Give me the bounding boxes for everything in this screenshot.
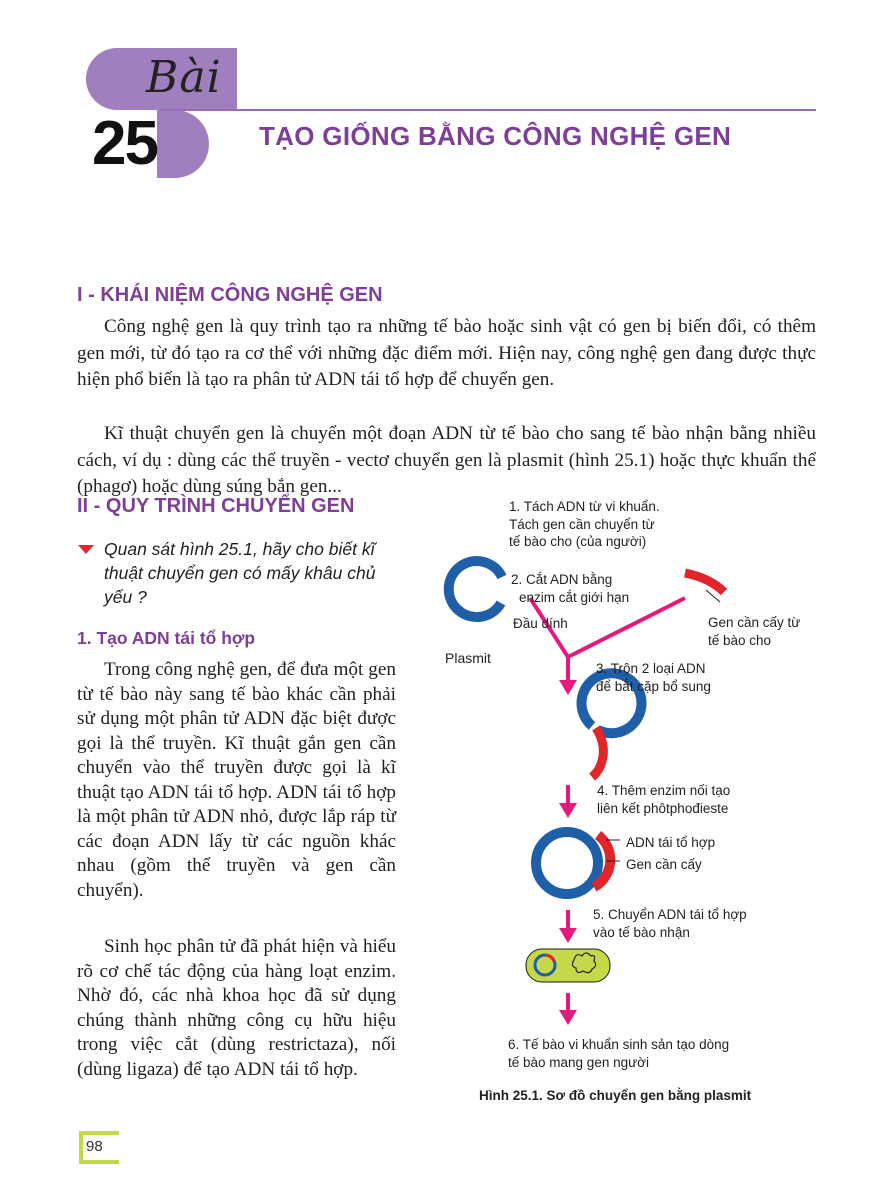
header-divider — [160, 109, 816, 111]
plasmid-cut-icon — [449, 561, 502, 617]
step-1-label: 1. Tách ADN từ vi khuẩn. Tách gen cần chuyển từ tế bào cho (của người) — [509, 499, 660, 549]
page-number: 98 — [86, 1138, 103, 1155]
sticky-end-label: Đầu dính — [513, 616, 568, 631]
question-block — [80, 537, 400, 609]
figure-caption: Hình 25.1. Sơ đồ chuyển gen bằng plasmit — [479, 1088, 752, 1103]
donor-gene-label: Gen cần cấy từ tế bào cho — [708, 615, 801, 648]
step-6-label: 6. Tế bào vi khuẩn sinh sản tạo dòng tế bào mang gen người — [508, 1037, 730, 1070]
bacterium-cell-icon — [526, 949, 610, 982]
section-2-paragraph-2: Sinh học phân tử đã phát hiện và hiểu rõ cơ chế tác động của hàng loạt enzim. Nhờ đó, các nhà khoa học đã sử dụng chúng thành những công cụ hữu hiệu trong việc cắt (dùng restrictaza), nối (dùng ligaza) để tạo ADN tái tổ hợp. — [77, 936, 396, 1080]
step-2-label: 2. Cắt ADN bằng enzim cắt giới hạn — [511, 572, 630, 605]
bullet-triangle-icon — [78, 545, 94, 554]
donor-gene-fragment-icon — [685, 573, 724, 592]
step-5-label: 5. Chuyển ADN tái tổ hợp vào tế bào nhận — [593, 907, 747, 940]
plasmid-label: Plasmit — [445, 650, 491, 666]
section-1-paragraph-1: Công nghệ gen là quy trình tạo ra những tế bào hoặc sinh vật có gen bị biến đổi, có thêm gen mới, từ đó tạo ra cơ thể với những đặc điểm mới. Hiện nay, công nghệ gen đang được thực hiện phổ biến là tạo ra phân tử ADN tái tổ hợp để chuyển gen. — [77, 316, 816, 390]
gene-transfer-diagram — [420, 490, 840, 1050]
lesson-label: Bài — [146, 52, 222, 103]
recombinant-dna-icon — [536, 832, 610, 894]
arrow-down-icon — [559, 910, 577, 943]
lesson-title: TẠO GIỐNG BẰNG CÔNG NGHỆ GEN — [259, 121, 732, 151]
recombinant-dna-label: ADN tái tổ hợp — [626, 835, 716, 850]
section-1-heading: I - KHÁI NIỆM CÔNG NGHỆ GEN — [77, 284, 383, 306]
step-3-label: 3. Trộn 2 loại ADN để bắt cặp bổ sung — [596, 661, 711, 694]
section-2-heading: II - QUY TRÌNH CHUYỂN GEN — [77, 495, 355, 517]
arrow-down-icon — [559, 993, 577, 1025]
inserted-gene-label: Gen cần cấy — [626, 857, 702, 872]
arrow-down-icon — [559, 785, 577, 818]
section-2-paragraph-1: Trong công nghệ gen, để đưa một gen từ tế bào này sang tế bào khác cần phải sử dụng một phân tử ADN đặc biệt được gọi là thể truyền. Kĩ thuật gắn gen cần chuyển vào thể truyền được gọi là kĩ thuật tạo ADN tái tổ hợp. ADN tái tổ hợp là một phân tử ADN nhỏ, được lắp ráp từ các đoạn ADN lấy từ các nguồn khác nhau (gồm thể truyền và gen cần chuyển). — [77, 659, 396, 901]
lesson-number: 25 — [92, 109, 157, 178]
section-1-paragraph-2: Kĩ thuật chuyển gen là chuyển một đoạn ADN từ tế bào cho sang tế bào nhận bằng nhiều cách, ví dụ : dùng các thể truyền - vectơ chuyển gen là plasmit (hình 25.1) hoặc thực khuẩn thể (phagơ) hoặc dùng súng bắn gen... — [77, 423, 816, 497]
subsection-heading: 1. Tạo ADN tái tổ hợp — [77, 628, 256, 648]
arrow-down-icon — [559, 657, 577, 695]
step-4-label: 4. Thêm enzim nối tạo liên kết phôtphođieste — [597, 783, 731, 816]
question-text: Quan sát hình 25.1, hãy cho biết kĩ thuật chuyển gen có mấy khâu chủ yếu ? — [104, 539, 376, 607]
